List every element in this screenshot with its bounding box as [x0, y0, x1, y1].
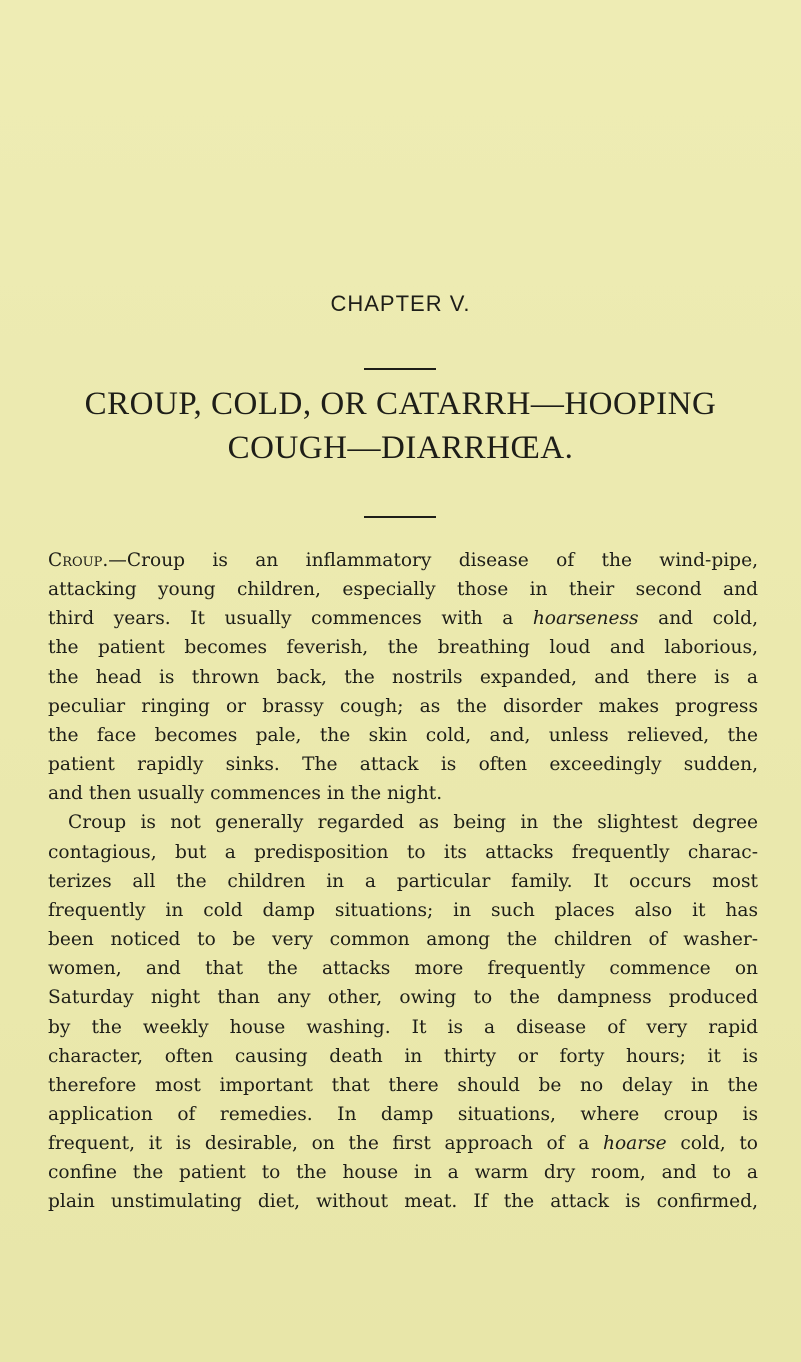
rule-bottom — [364, 516, 436, 518]
text-line: contagious, but a predisposition to its attacks frequently charac- — [48, 841, 758, 863]
text-line: women, and that the attacks more frequently commence on — [48, 958, 758, 980]
text-line: confine the patient to the house in a warm dry room, and to a — [48, 1162, 758, 1184]
text-line: patient rapidly sinks. The attack is often exceedingly sudden, — [48, 754, 758, 776]
text-line: the patient becomes feverish, the breathing loud and laborious, — [48, 637, 758, 659]
text-line: plain unstimulating diet, without meat. If the attack is confirmed, — [48, 1191, 758, 1213]
text-line: the face becomes pale, the skin cold, and, unless relieved, the — [48, 724, 758, 746]
text-line: terizes all the children in a particular family. It occurs most — [48, 870, 758, 892]
rule-top — [364, 368, 436, 370]
text-line: character, often causing death in thirty or forty hours; it is — [48, 1045, 758, 1067]
text-line: Croup.—Croup is an inflammatory disease of the wind-pipe, — [48, 550, 758, 571]
italic-word: hoarseness — [532, 608, 639, 630]
text-line: been noticed to be very common among the children of washer- — [48, 929, 758, 951]
body-text — [48, 546, 758, 1217]
text-line: and then usually commences in the night. — [48, 783, 443, 805]
chapter-number: CHAPTER V. — [330, 291, 471, 316]
text-line: Croup is not generally regarded as being in the slightest degree — [68, 812, 758, 834]
chapter-title-line-1: CROUP, COLD, OR CATARRH—HOOPING — [84, 386, 717, 422]
text-line: attacking young children, especially those in their second and — [48, 579, 758, 601]
chapter-title — [0, 382, 801, 470]
text-line: frequent, it is desirable, on the first approach of a hoarse cold, to — [48, 1133, 758, 1155]
text-line: by the weekly house washing. It is a disease of very rapid — [48, 1016, 758, 1038]
text-line: application of remedies. In damp situations, where croup is — [48, 1103, 758, 1125]
text-line: peculiar ringing or brassy cough; as the disorder makes progress — [48, 695, 758, 717]
italic-word: hoarse — [602, 1133, 667, 1155]
chapter-title-line-2: COUGH—DIARRHŒA. — [227, 430, 574, 466]
text-line: the head is thrown back, the nostrils expanded, and there is a — [48, 666, 758, 688]
text-line: frequently in cold damp situations; in such places also it has — [48, 899, 758, 921]
text-line: Saturday night than any other, owing to the dampness produced — [48, 987, 758, 1009]
text-line: third years. It usually commences with a hoarseness and cold, — [48, 608, 758, 630]
croup-smallcaps-lead: Croup. — [48, 550, 109, 571]
text-line: therefore most important that there should be no delay in the — [48, 1074, 758, 1096]
